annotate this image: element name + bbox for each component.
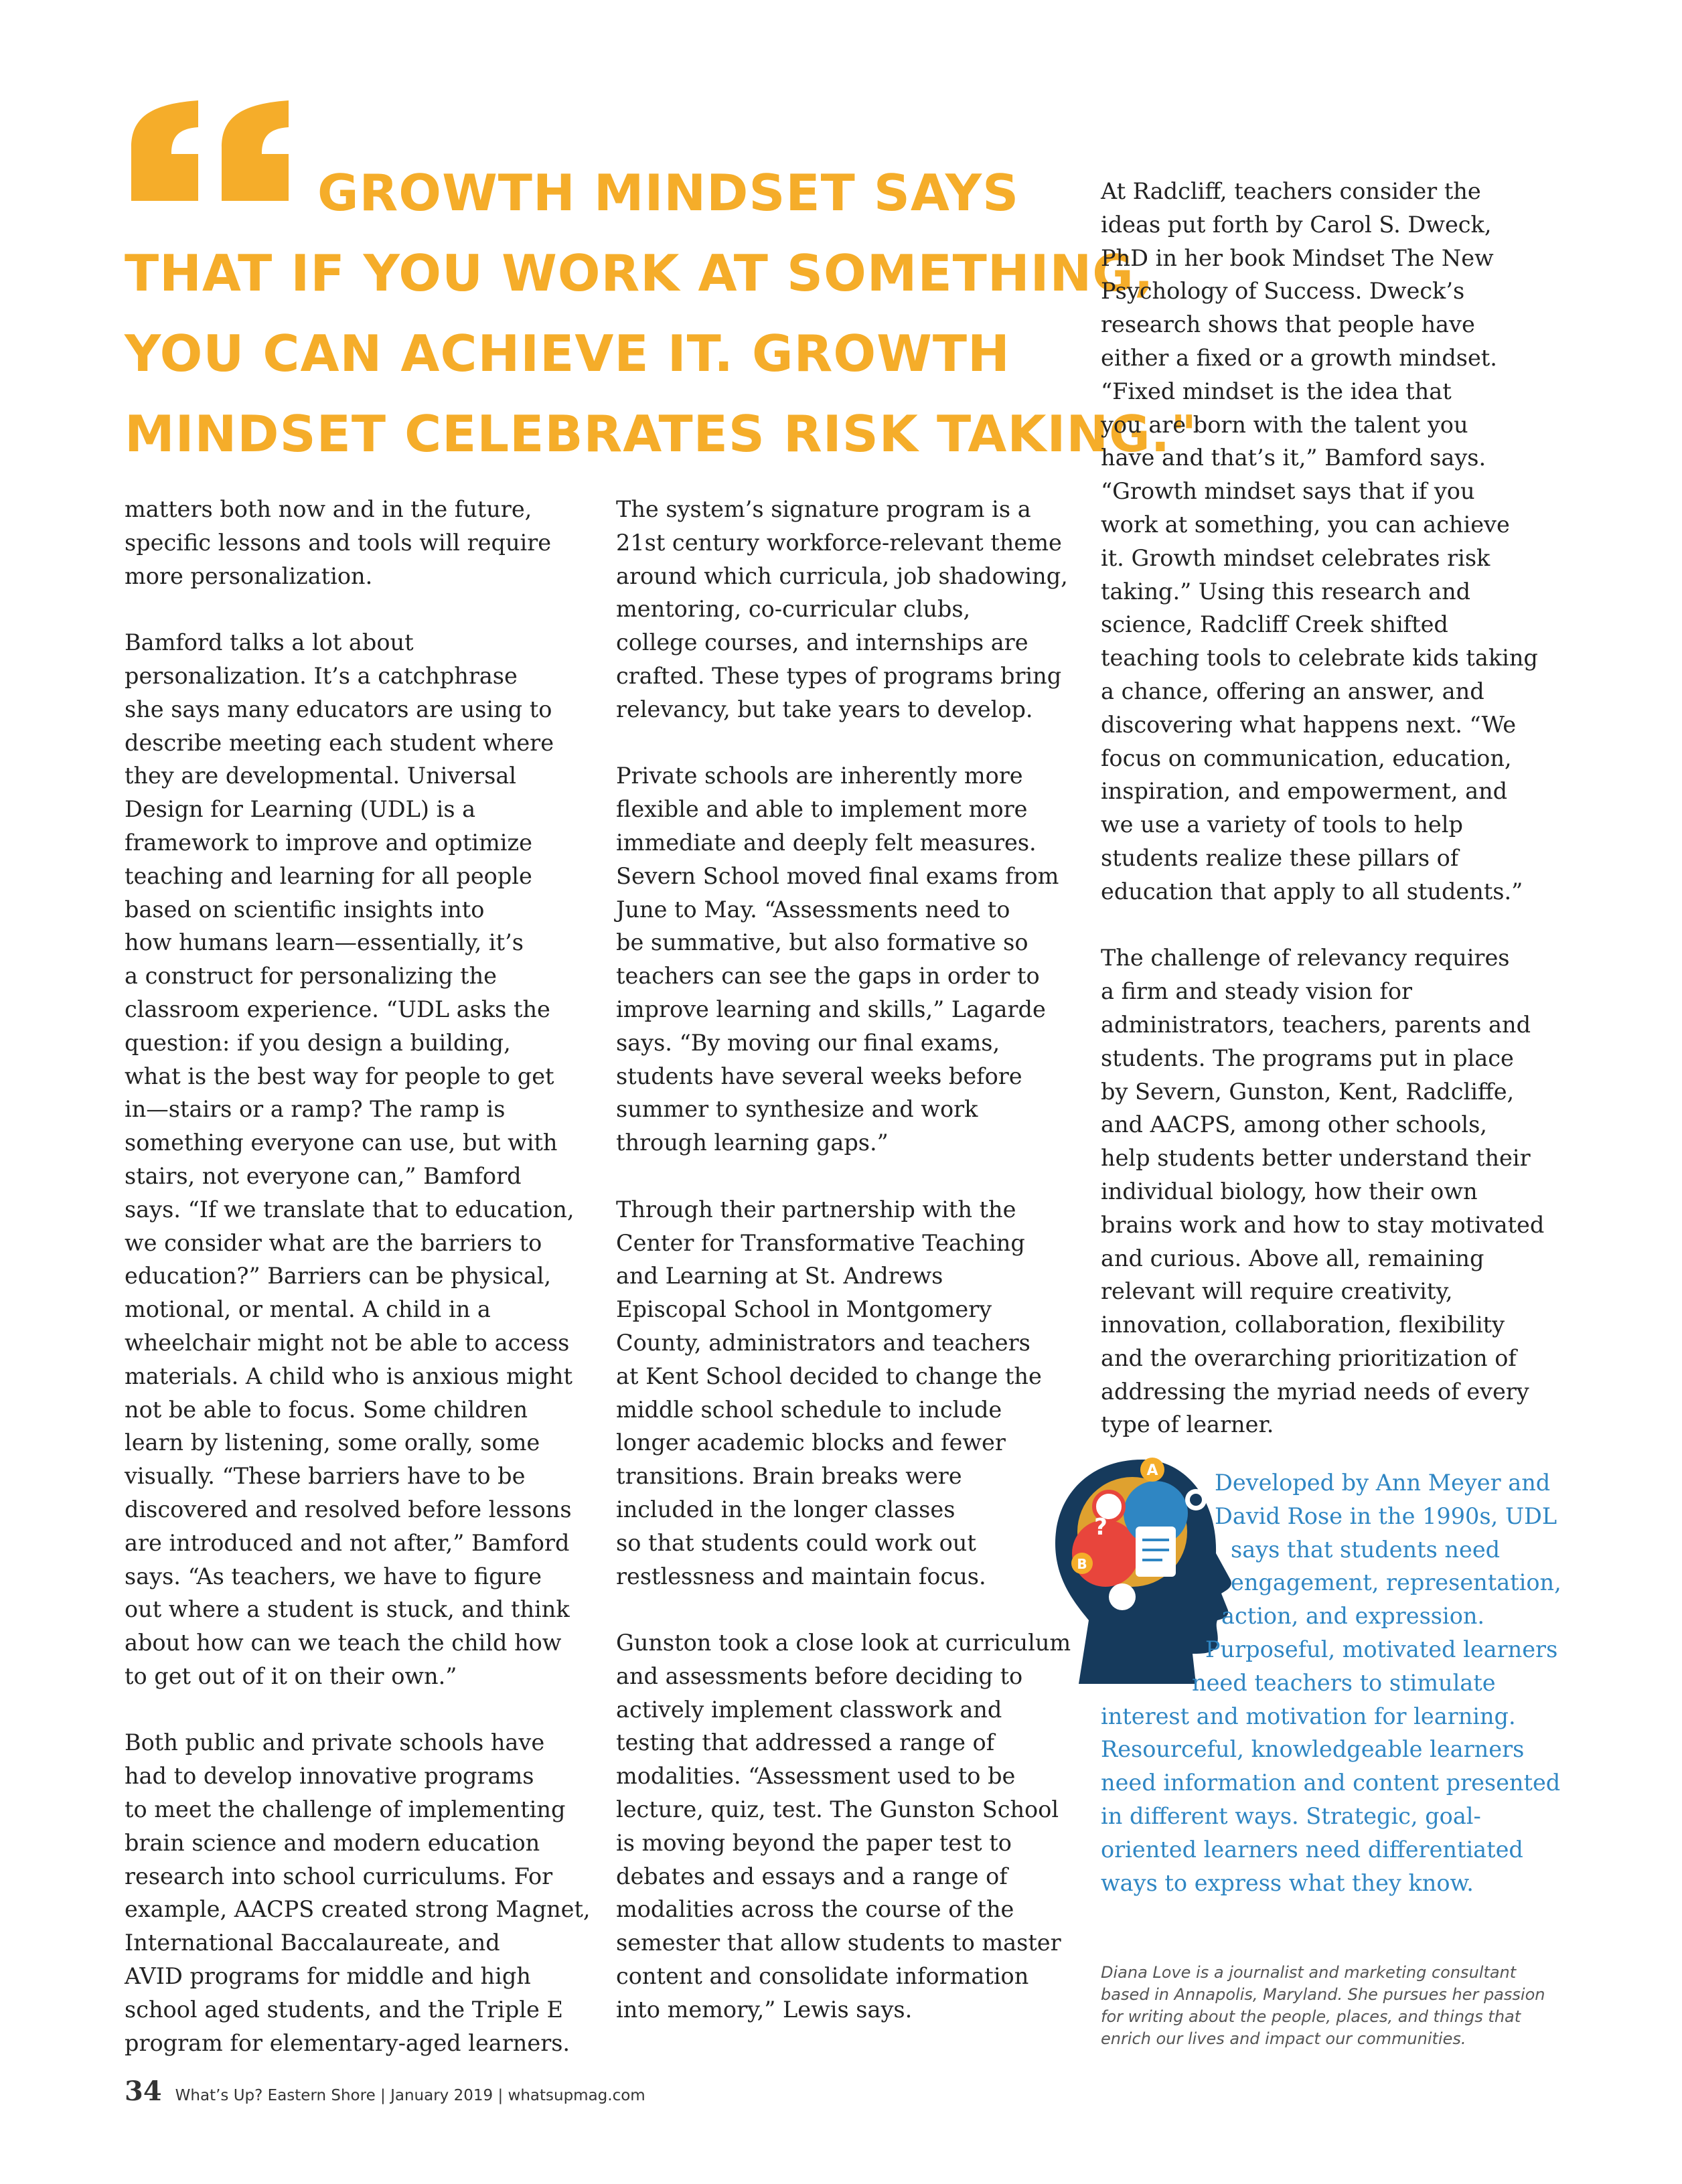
sidebar-line: ways to express what they know. — [1101, 1869, 1474, 1896]
article-line: through learning gaps.” — [616, 1129, 889, 1156]
article-line: June to May. “Assessments need to — [616, 896, 1010, 923]
article-line: stairs, not everyone can,” Bamford — [125, 1162, 522, 1189]
article-line: teaching tools to celebrate kids taking — [1101, 645, 1538, 672]
article-line: motional, or mental. A child in a — [125, 1296, 491, 1323]
sidebar-line: need teachers to stimulate — [1192, 1669, 1496, 1696]
author-bio-line: for writing about the people, places, and things that — [1101, 2007, 1521, 2026]
article-line: describe meeting each student where — [125, 729, 554, 756]
article-line: around which curricula, job shadowing, — [616, 562, 1068, 589]
article-paragraph — [616, 1193, 1071, 1593]
article-line: lecture, quiz, test. The Gunston School — [616, 1796, 1059, 1823]
article-paragraph — [125, 493, 580, 593]
article-line: Private schools are inherently more — [616, 763, 1023, 789]
article-line: visually. “These barriers have to be — [125, 1463, 526, 1490]
article-line: At Radcliff, teachers consider the — [1101, 178, 1481, 204]
article-line: had to develop innovative programs — [125, 1763, 534, 1790]
article-paragraph — [125, 1726, 591, 2059]
article-line: about how can we teach the child how — [125, 1630, 562, 1656]
article-line: International Baccalaureate, and — [125, 1930, 500, 1956]
article-line: ideas put forth by Carol S. Dweck, — [1101, 211, 1492, 238]
article-line: and Learning at St. Andrews — [616, 1263, 943, 1290]
article-line: longer academic blocks and fewer — [616, 1429, 1006, 1456]
article-line: inspiration, and empowerment, and — [1101, 778, 1508, 805]
article-line: we use a variety of tools to help — [1101, 811, 1463, 838]
article-paragraph — [616, 1626, 1071, 2027]
sidebar-line: oriented learners need differentiated — [1101, 1836, 1523, 1863]
article-line: at Kent School decided to change the — [616, 1362, 1042, 1389]
author-bio-line: enrich our lives and impact our communities. — [1101, 2029, 1466, 2048]
article-line: she says many educators are using to — [125, 696, 552, 722]
article-line: a construct for personalizing the — [125, 963, 497, 990]
article-line: we consider what are the barriers to — [125, 1229, 542, 1256]
article-line: personalization. It’s a catchphrase — [125, 662, 518, 689]
article-line: Psychology of Success. Dweck’s — [1101, 278, 1465, 305]
article-line: administrators, teachers, parents and — [1101, 1011, 1531, 1038]
article-line: “Growth mindset says that if you — [1101, 478, 1475, 505]
article-line: discovered and resolved before lessons — [125, 1496, 572, 1523]
article-line: more personalization. — [125, 562, 373, 589]
article-line: testing that addressed a range of — [616, 1729, 995, 1756]
article-line: discovering what happens next. “We — [1101, 711, 1517, 738]
article-line: students realize these pillars of — [1101, 844, 1459, 871]
article-line: question: if you design a building, — [125, 1029, 511, 1056]
article-column-3 — [1101, 175, 1570, 1475]
article-line: Center for Transformative Teaching — [616, 1229, 1025, 1256]
article-line: into memory,” Lewis says. — [616, 1996, 913, 2023]
article-line: relevant will require creativity, — [1101, 1278, 1453, 1305]
article-line: help students better understand their — [1101, 1145, 1531, 1172]
article-line: 21st century workforce-relevant theme — [616, 529, 1062, 556]
page-number: 34 — [125, 2076, 162, 2107]
sidebar-line: Purposeful, motivated learners — [1205, 1636, 1558, 1662]
sidebar-line: action, and expression. — [1221, 1603, 1485, 1630]
article-line: learn by listening, some orally, some — [125, 1429, 540, 1456]
sidebar-line: in different ways. Strategic, goal- — [1101, 1802, 1481, 1829]
article-line: specific lessons and tools will require — [125, 529, 552, 556]
article-line: be summative, but also formative so — [616, 929, 1028, 956]
pull-quote-line: YOU CAN ACHIEVE IT. GROWTH — [125, 324, 1010, 383]
article-line: restlessness and maintain focus. — [616, 1563, 986, 1589]
pull-quote-line: GROWTH MINDSET SAYS — [317, 163, 1020, 222]
article-line: flexible and able to implement more — [616, 796, 1028, 823]
article-line: AVID programs for middle and high — [125, 1963, 531, 1990]
sidebar-line: need information and content presented — [1101, 1770, 1561, 1796]
article-line: matters both now and in the future, — [125, 496, 532, 522]
sidebar-line: Developed by Ann Meyer and — [1215, 1470, 1551, 1496]
article-line: and the overarching prioritization of — [1101, 1344, 1517, 1371]
sidebar-line: engagement, representation, — [1231, 1569, 1561, 1596]
article-line: example, AACPS created strong Magnet, — [125, 1896, 591, 1923]
article-line: classroom experience. “UDL asks the — [125, 996, 550, 1022]
article-line: Gunston took a close look at curriculum — [616, 1630, 1071, 1656]
article-line: materials. A child who is anxious might — [125, 1362, 572, 1389]
article-line: either a fixed or a growth mindset. — [1101, 344, 1497, 371]
article-line: wheelchair might not be able to access — [125, 1329, 570, 1356]
article-line: The system’s signature program is a — [616, 496, 1031, 522]
article-line: debates and essays and a range of — [616, 1863, 1008, 1889]
article-line: immediate and deeply felt measures. — [616, 829, 1037, 856]
pull-quote — [125, 153, 1198, 474]
article-line: teachers can see the gaps in order to — [616, 963, 1040, 990]
article-paragraph — [616, 493, 1071, 726]
article-line: work at something, you can achieve — [1101, 511, 1510, 538]
article-line: modalities. “Assessment used to be — [616, 1763, 1016, 1790]
article-line: improve learning and skills,” Lagarde — [616, 996, 1046, 1022]
article-line: it. Growth mindset celebrates risk — [1101, 544, 1490, 571]
article-line: mentoring, co-curricular clubs, — [616, 596, 971, 623]
publication-info: What’s Up? Eastern Shore | January 2019 | whatsupmag.com — [175, 2087, 645, 2104]
article-line: Episcopal School in Montgomery — [616, 1296, 992, 1323]
article-line: summer to synthesize and work — [616, 1096, 978, 1123]
article-line: innovation, collaboration, flexibility — [1101, 1312, 1505, 1338]
article-line: teaching and learning for all people — [125, 862, 532, 889]
article-line: have and that’s it,” Bamford says. — [1101, 445, 1486, 471]
article-line: Both public and private schools have — [125, 1729, 545, 1756]
article-line: PhD in her book Mindset The New — [1101, 244, 1494, 271]
author-bio-line: Diana Love is a journalist and marketing consultant — [1101, 1963, 1517, 1982]
article-line: says. “As teachers, we have to figure — [125, 1563, 542, 1589]
article-line: you are born with the talent you — [1101, 411, 1468, 438]
article-line: college courses, and internships are — [616, 629, 1028, 656]
article-line: “Fixed mindset is the idea that — [1101, 378, 1452, 404]
article-line: is moving beyond the paper test to — [616, 1829, 1012, 1856]
article-line: and assessments before deciding to — [616, 1662, 1023, 1689]
article-line: says. “By moving our final exams, — [616, 1029, 1000, 1056]
article-line: crafted. These types of programs bring — [616, 662, 1062, 689]
article-line: are introduced and not after,” Bamford — [125, 1529, 570, 1556]
article-paragraph — [125, 626, 580, 1693]
article-line: taking.” Using this research and — [1101, 578, 1471, 605]
article-line: Design for Learning (UDL) is a — [125, 796, 476, 823]
article-line: actively implement classwork and — [616, 1696, 1002, 1723]
article-line: type of learner. — [1101, 1411, 1274, 1438]
article-line: The challenge of relevancy requires — [1101, 945, 1510, 971]
article-line: not be able to focus. Some children — [125, 1396, 528, 1423]
article-line: Bamford talks a lot about — [125, 629, 414, 656]
article-line: so that students could work out — [616, 1529, 976, 1556]
article-line: how humans learn—essentially, it’s — [125, 929, 524, 956]
article-line: brain science and modern education — [125, 1829, 540, 1856]
article-line: individual biology, how their own — [1101, 1178, 1478, 1204]
article-line: brains work and how to stay motivated — [1101, 1211, 1545, 1238]
article-line: County, administrators and teachers — [616, 1329, 1030, 1356]
author-bio-line: based in Annapolis, Maryland. She pursues her passion — [1101, 1985, 1545, 2004]
article-line: says. “If we translate that to education, — [125, 1196, 575, 1223]
article-line: Severn School moved final exams from — [616, 862, 1059, 889]
article-column-1 — [125, 493, 591, 2093]
article-line: modalities across the course of the — [616, 1896, 1014, 1923]
sidebar-line: interest and motivation for learning. — [1101, 1703, 1516, 1729]
article-paragraph — [616, 759, 1071, 1160]
article-line: out where a student is stuck, and think — [125, 1596, 570, 1623]
article-column-2 — [616, 493, 1071, 2059]
article-line: content and consolidate information — [616, 1963, 1029, 1990]
author-bio — [1101, 1962, 1583, 2050]
article-line: students have several weeks before — [616, 1063, 1022, 1089]
article-line: transitions. Brain breaks were — [616, 1463, 962, 1490]
article-line: education that apply to all students.” — [1101, 878, 1523, 905]
sidebar-line: says that students need — [1231, 1536, 1501, 1563]
article-line: a chance, offering an answer, and — [1101, 678, 1484, 704]
article-line: education?” Barriers can be physical, — [125, 1263, 552, 1290]
article-line: relevancy, but take years to develop. — [616, 696, 1033, 722]
article-line: to get out of it on their own.” — [125, 1662, 457, 1689]
pull-quote-line: THAT IF YOU WORK AT SOMETHING, — [125, 244, 1154, 303]
article-line: in—stairs or a ramp? The ramp is — [125, 1096, 506, 1123]
article-line: program for elementary-aged learners. — [125, 2029, 570, 2056]
udl-sidebar — [1101, 1466, 1570, 1899]
article-paragraph — [1101, 175, 1570, 909]
article-line: and AACPS, among other schools, — [1101, 1111, 1487, 1138]
question-mark-icon: ? — [1094, 1514, 1107, 1541]
letter-b-icon: B — [1077, 1556, 1087, 1572]
article-line: school aged students, and the Triple E — [125, 1996, 563, 2023]
article-line: middle school schedule to include — [616, 1396, 1002, 1423]
article-line: research shows that people have — [1101, 311, 1475, 338]
sidebar-line: David Rose in the 1990s, UDL — [1215, 1502, 1557, 1529]
page-footer — [125, 2076, 645, 2109]
article-line: based on scientific insights into — [125, 896, 485, 923]
article-line: what is the best way for people to get — [125, 1063, 554, 1089]
article-line: science, Radcliff Creek shifted — [1101, 611, 1448, 638]
letter-a-icon: A — [1146, 1462, 1158, 1479]
article-line: focus on communication, education, — [1101, 745, 1512, 771]
article-line: a firm and steady vision for — [1101, 978, 1413, 1005]
article-line: Through their partnership with the — [616, 1196, 1016, 1223]
article-line: to meet the challenge of implementing — [125, 1796, 566, 1823]
article-line: students. The programs put in place — [1101, 1044, 1514, 1071]
article-line: semester that allow students to master — [616, 1930, 1061, 1956]
article-line: framework to improve and optimize — [125, 829, 532, 856]
article-line: and curious. Above all, remaining — [1101, 1245, 1484, 1271]
article-paragraph — [1101, 941, 1570, 1441]
pull-quote-line: MINDSET CELEBRATES RISK TAKING." — [125, 404, 1198, 463]
article-line: they are developmental. Universal — [125, 763, 517, 789]
article-line: included in the longer classes — [616, 1496, 955, 1523]
sidebar-line: Resourceful, knowledgeable learners — [1101, 1736, 1525, 1763]
article-line: research into school curriculums. For — [125, 1863, 553, 1889]
article-line: by Severn, Gunston, Kent, Radcliffe, — [1101, 1078, 1515, 1105]
article-line: addressing the myriad needs of every — [1101, 1378, 1529, 1405]
article-line: something everyone can use, but with — [125, 1129, 558, 1156]
